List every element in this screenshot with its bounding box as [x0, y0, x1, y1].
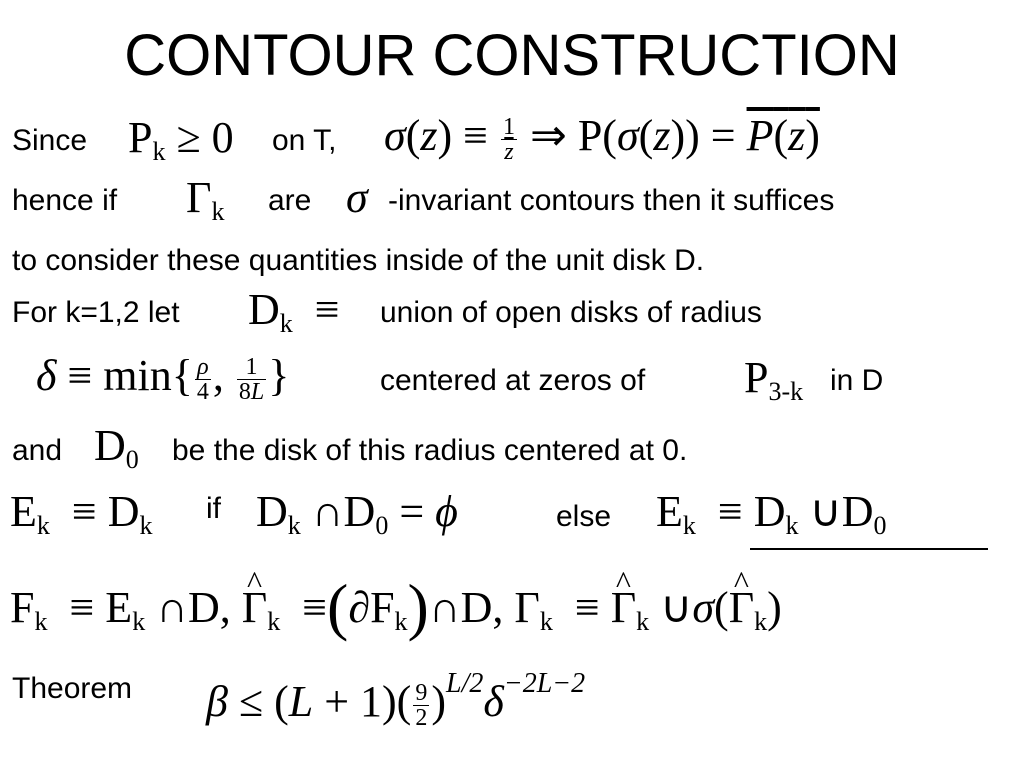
formula-ek-union: $E_k \equiv D_k$ $\cup D_0$ — [656, 487, 887, 540]
formula-gamma-k: $\Gamma_k$ — [186, 173, 225, 226]
formula-fk-gamma: $F_k \equiv E_k$ ∩D, ^ $\Gamma_k$ $\equiv(\partial F_k)\cap D$, $\Gamma_k$ ≡ ^ $\Gamma_k$ ∪σ(^ $\Gamma_k$) — [10, 570, 782, 644]
formula-sigma-definition: σ(z) ≡ $\frac{1}{z}$ ⇒ P(σ(z)) = P(z) — [384, 111, 820, 166]
formula-delta-min: δ ≡ min{ $\frac{\rho}{4}$ , $\frac{1}{8L}$ } — [36, 351, 290, 406]
text-invariant: -invariant contours then it suffices — [388, 184, 835, 217]
text-unit-disk: to consider these quantities inside of the unit disk D. — [12, 244, 705, 277]
formula-dk-def: $D_k$ ≡ — [248, 285, 340, 338]
text-on-t: on T, — [272, 124, 337, 157]
formula-d0: $D_0$ — [94, 421, 139, 474]
formula-intersection-empty: $D_k$ $\cap D_0 = \phi$ — [256, 487, 458, 540]
formula-sigma: σ — [346, 173, 368, 222]
formula-p3-k: $P_{3-k}$ — [744, 353, 804, 406]
text-else: else — [556, 500, 612, 533]
formula-ek-dk: $E_k \equiv D_k$ — [10, 487, 153, 540]
text-if: if — [206, 492, 221, 525]
text-theorem: Theorem — [12, 672, 133, 705]
text-be-disk: be the disk of this radius centered at 0. — [172, 434, 688, 467]
text-are: are — [268, 184, 312, 217]
text-union: union of open disks of radius — [380, 296, 762, 329]
text-for-k: For k=1,2 let — [12, 296, 180, 329]
text-hence-if: hence if — [12, 184, 118, 217]
overline-rule — [750, 548, 988, 550]
text-in-d: in D — [830, 364, 884, 397]
text-since: Since — [12, 124, 88, 157]
formula-pk-nonneg: $P_k \ge 0$ — [128, 113, 234, 166]
text-and: and — [12, 434, 63, 467]
text-centered: centered at zeros of — [380, 364, 646, 397]
formula-theorem-bound: β ≤ (L + 1)( $\frac{9}{2}$ )$^{L/2}\delta^{-2L-2}$ — [206, 668, 586, 732]
page-title: CONTOUR CONSTRUCTION — [124, 23, 900, 88]
